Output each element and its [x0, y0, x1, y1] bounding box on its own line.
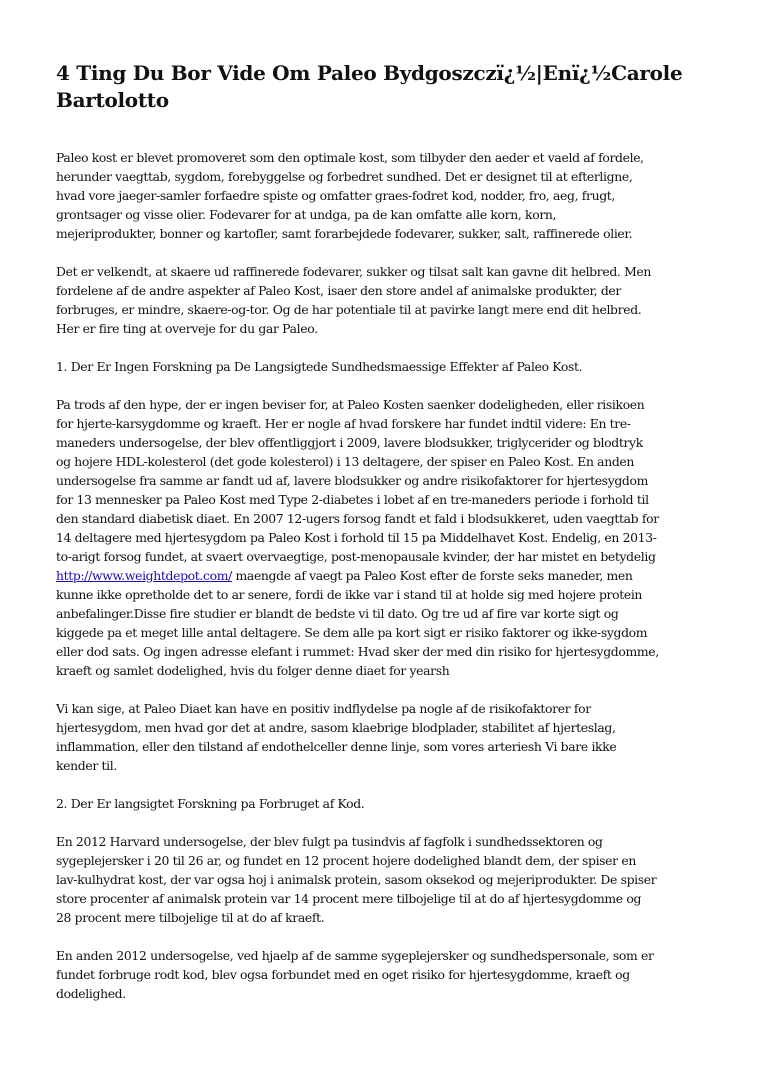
- title-line: 4 Ting Du Bor Vide Om Paleo Bydgoszczï¿½|Enï¿½Carole: [56, 61, 683, 85]
- text-line: undersogelse fra samme ar fandt ud af, lavere blodsukker og andre risikofaktorer for hjertesygdom: [56, 473, 649, 488]
- text-line: Vi kan sige, at Paleo Diaet kan have en positiv indflydelse pa nogle af de risikofaktorer for: [56, 701, 591, 716]
- text-line: [56, 566, 726, 585]
- text-line: og hojere HDL-kolesterol (det gode kolesterol) i 13 deltagere, der spiser en Paleo Kost. En anden: [56, 454, 635, 469]
- text-line: to-arigt forsog fundet, at svaert overvaegtige, post-menopausale kvinder, der har mistet en betydelig: [56, 549, 656, 564]
- text-line: kiggede pa et meget lille antal deltagere. Se dem alle pa kort sigt er risiko faktorer og ikke-sygdom: [56, 625, 648, 640]
- text-line: 2. Der Er langsigtet Forskning pa Forbruget af Kod.: [56, 796, 365, 811]
- weightdepot-link[interactable]: http://www.weightdepot.com/: [56, 568, 232, 583]
- paragraph: [56, 148, 726, 243]
- text-line: eller dod sats. Og ingen adresse elefant i rummet: Hvad sker der med din risiko for hjertesygdomme,: [56, 644, 659, 659]
- text-line: Her er fire ting at overveje for du gar Paleo.: [56, 321, 318, 336]
- text-line: den standard diabetisk diaet. En 2007 12-ugers forsog fandt et fald i blodsukkeret, uden vaegttab for: [56, 511, 659, 526]
- text-line: En anden 2012 undersogelse, ved hjaelp af de samme sygeplejersker og sundhedspersonale, som er: [56, 948, 654, 963]
- title-line: Bartolotto: [56, 88, 169, 112]
- paragraph: [56, 832, 726, 927]
- text-line: kender til.: [56, 758, 117, 773]
- text-line: hjertesygdom, men hvad gor det at andre, sasom klaebrige blodplader, stabilitet af hjerteslag,: [56, 720, 616, 735]
- text-line: mejeriprodukter, bonner og kartofler, samt forarbejdede fodevarer, sukker, salt, raffinerede olier.: [56, 226, 633, 241]
- text-line: 1. Der Er Ingen Forskning pa De Langsigtede Sundhedsmaessige Effekter af Paleo Kost.: [56, 359, 583, 374]
- text-line: inflammation, eller den tilstand af endothelceller denne linje, som vores arteriesh Vi bare ikke: [56, 739, 617, 754]
- paragraph: [56, 946, 726, 1003]
- paragraph: [56, 357, 726, 376]
- paragraph: [56, 794, 726, 813]
- text-line: herunder vaegttab, sygdom, forebyggelse og forbedret sundhed. Det er designet til at efterligne,: [56, 169, 633, 184]
- text-line: store procenter af animalsk protein var 14 procent mere tilbojelige til at do af hjertesygdomme og: [56, 891, 642, 906]
- paragraph: [56, 262, 726, 338]
- text-line: kraeft og samlet dodelighed, hvis du folger denne diaet for yearsh: [56, 663, 450, 678]
- text-line: for 13 mennesker pa Paleo Kost med Type 2-diabetes i lobet af en tre-maneders periode i forhold til: [56, 492, 649, 507]
- text-line: hvad vore jaeger-samler forfaedre spiste og omfatter graes-fodret kod, nodder, fro, aeg, frugt,: [56, 188, 615, 203]
- text-line: anbefalinger.Disse fire studier er blandt de bedste vi til dato. Og tre ud af fire var korte sigt og: [56, 606, 619, 621]
- text-line: dodelighed.: [56, 986, 126, 1001]
- paragraph: [56, 395, 726, 566]
- link-trailing-text: maengde af vaegt pa Paleo Kost efter de forste seks maneder, men: [231, 568, 633, 583]
- text-line: maneders undersogelse, der blev offentliggjort i 2009, lavere blodsukker, triglycerider og blodtryk: [56, 435, 643, 450]
- text-line: 14 deltagere med hjertesygdom pa Paleo Kost i forhold til 15 pa Middelhavet Kost. Endelig, en 2013-: [56, 530, 657, 545]
- text-line: fundet forbruge rodt kod, blev ogsa forbundet med en oget risiko for hjertesygdomme, kraeft og: [56, 967, 630, 982]
- paragraph: [56, 566, 726, 680]
- text-line: sygeplejersker i 20 til 26 ar, og fundet en 12 procent hojere dodelighed blandt dem, der spiser en: [56, 853, 636, 868]
- document-page: [56, 60, 726, 1022]
- text-line: for hjerte-karsygdomme og kraeft. Her er nogle af hvad forskere har fundet indtil videre: En tre-: [56, 416, 631, 431]
- text-line: lav-kulhydrat kost, der var ogsa hoj i animalsk protein, sasom oksekod og mejeriprodukter. De spiser: [56, 872, 657, 887]
- text-line: Pa trods af den hype, der er ingen beviser for, at Paleo Kosten saenker dodeligheden, eller risikoen: [56, 397, 645, 412]
- paragraph: [56, 699, 726, 775]
- text-line: En 2012 Harvard undersogelse, der blev fulgt pa tusindvis af fagfolk i sundhedssektoren og: [56, 834, 603, 849]
- text-line: kunne ikke opretholde det to ar senere, fordi de ikke var i stand til at holde sig med hojere protein: [56, 587, 643, 602]
- text-line: Det er velkendt, at skaere ud raffinerede fodevarer, sukker og tilsat salt kan gavne dit helbred. Men: [56, 264, 652, 279]
- text-line: grontsager og visse olier. Fodevarer for at undga, pa de kan omfatte alle korn, korn,: [56, 207, 557, 222]
- text-line: Paleo kost er blevet promoveret som den optimale kost, som tilbyder den aeder et vaeld af fordele,: [56, 150, 644, 165]
- text-line: forbruges, er mindre, skaere-og-tor. Og de har potentiale til at pavirke langt mere end dit helbred.: [56, 302, 642, 317]
- text-line: fordelene af de andre aspekter af Paleo Kost, isaer den store andel af animalske produkter, der: [56, 283, 621, 298]
- document-title: [56, 60, 726, 114]
- text-line: 28 procent mere tilbojelige til at do af kraeft.: [56, 910, 325, 925]
- document-body: [56, 148, 726, 1003]
